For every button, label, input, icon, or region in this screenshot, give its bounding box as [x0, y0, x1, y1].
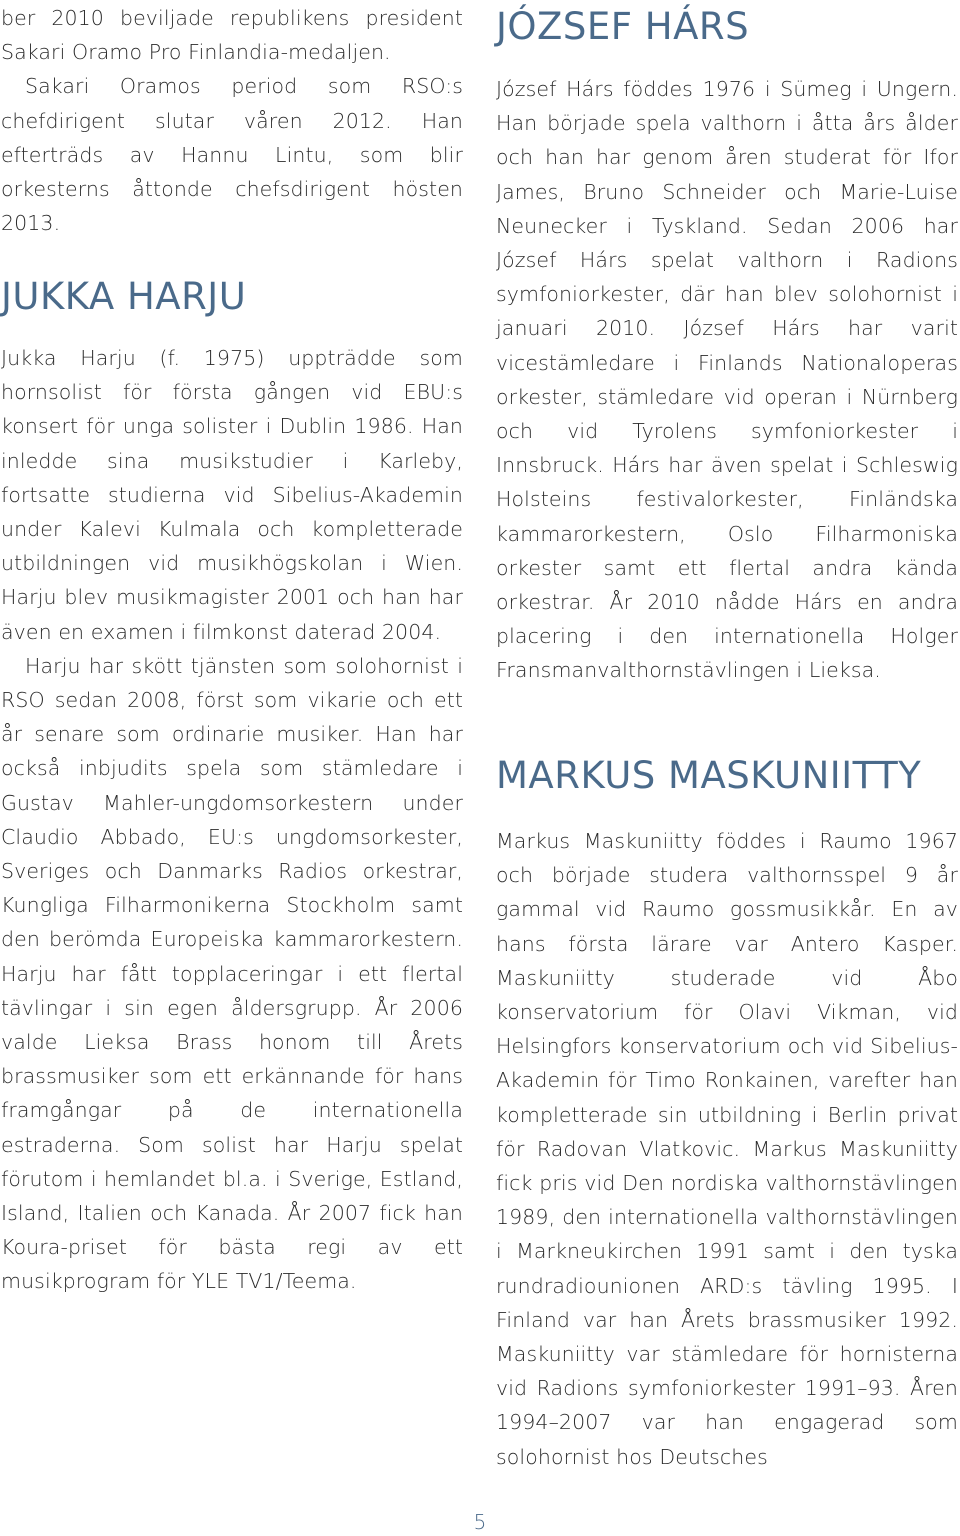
heading-jozsef-hars: JÓZSEF HÁRS [496, 5, 750, 48]
intro-paragraph-1: ber 2010 beviljade republikens president Sakari Oramo Pro Finlandia-medaljen. [1, 6, 463, 65]
markus-maskuniitty-bio [496, 824, 958, 1474]
jozsef-paragraph-1: József Hárs föddes 1976 i Sümeg i Ungern. Han började spela valthorn i åtta års ålder och han har genom åren studerat för Ifor James, Bruno Schneider och Marie-Luise Neunecker i Tyskland. Sedan 2006 har József Hárs spelat valthorn i Radions symfoniorkester, där han blev solohornist i januari 2010. József Hárs har varit vicestämledare i Finlands Nationaloperas orkester, stämledare vid operan i Nürnberg och vid Tyrolens symfoniorkester i Innsbruck. Hárs har även spelat i Schleswig Holsteins festivalorkester, Finländska kammarorkestern, Oslo Filharmoniska orkester samt ett flertal andra kända orkestrar. År 2010 nådde Hárs en andra placering i den internationella Holger Fransmanvalthornstävlingen i Lieksa. [496, 77, 958, 683]
jukka-harju-bio [1, 341, 463, 1299]
jukka-paragraph-2: Harju har skött tjänsten som solohornist i RSO sedan 2008, först som vikarie och ett år senare som ordinarie musiker. Han har också inbjudits spela som stämledare i Gustav Mahler-ungdomsorkestern under Claudio Abbado, EU:s ungdomsorkester, Sveriges och Danmarks Radios orkestrar, Kungliga Filharmonikerna Stockholm samt den berömda Europeiska kammarorkestern. Harju har fått topplaceringar i ett flertal tävlingar i sin egen åldersgrupp. År 2006 valde Lieksa Brass honom till Årets brassmusiker som ett erkännande för hans framgångar på de internationella estraderna. Som solist har Harju spelat förutom i hemlandet bl.a. i Sverige, Estland, Island, Italien och Kanada. År 2007 fick han Koura-priset för bästa regi av ett musikprogram för YLE TV1/Teema. [1, 653, 463, 1294]
markus-paragraph-1: Markus Maskuniitty föddes i Raumo 1967 och började studera valthornsspel 9 år gammal vid Raumo gossmusikkår. En av hans första lärare var Antero Kasper. Maskuniitty studerade vid Åbo konservatorium för Olavi Vikman, vid Helsingfors konservatorium och vid Sibelius-Akademin för Timo Ronkainen, varefter han kompletterade sin utbildning i Berlin privat för Radovan Vlatkovic. Markus Maskuniitty fick pris vid Den nordiska valthornstävlingen 1989, den internationella valthornstävlingen i Markneukirchen 1991 samt i den tyska rundradiounionen ARD:s tävling 1995. I Finland var han Årets brassmusiker 1992. Maskuniitty var stämledare för hornisterna vid Radions symfoniorkester 1991–93. Åren 1994–2007 var han engagerad som solohornist hos Deutsches [496, 829, 958, 1469]
intro-section [1, 1, 463, 240]
intro-paragraph-2: Sakari Oramos period som RSO:s chefdirigent slutar våren 2012. Han efterträds av Hannu Lintu, som blir orkesterns åttonde chefsdirigent hösten 2013. [1, 74, 463, 236]
heading-jukka-harju: JUKKA HARJU [1, 275, 247, 318]
jukka-paragraph-1: Jukka Harju (f. 1975) uppträdde som hornsolist för första gången vid EBU:s konsert för unga solister i Dublin 1986. Han inledde sina musikstudier i Karleby, fortsatte studierna vid Sibelius-Akademin under Kalevi Kulmala och kompletterade utbildningen vid musikhögskolan i Wien. Harju blev musikmagister 2001 och han har även en examen i filmkonst daterad 2004. [1, 346, 463, 644]
jozsef-hars-bio [496, 72, 958, 688]
heading-markus-maskuniitty: MARKUS MASKUNIITTY [496, 754, 922, 797]
page-number: 5 [473, 1510, 487, 1534]
